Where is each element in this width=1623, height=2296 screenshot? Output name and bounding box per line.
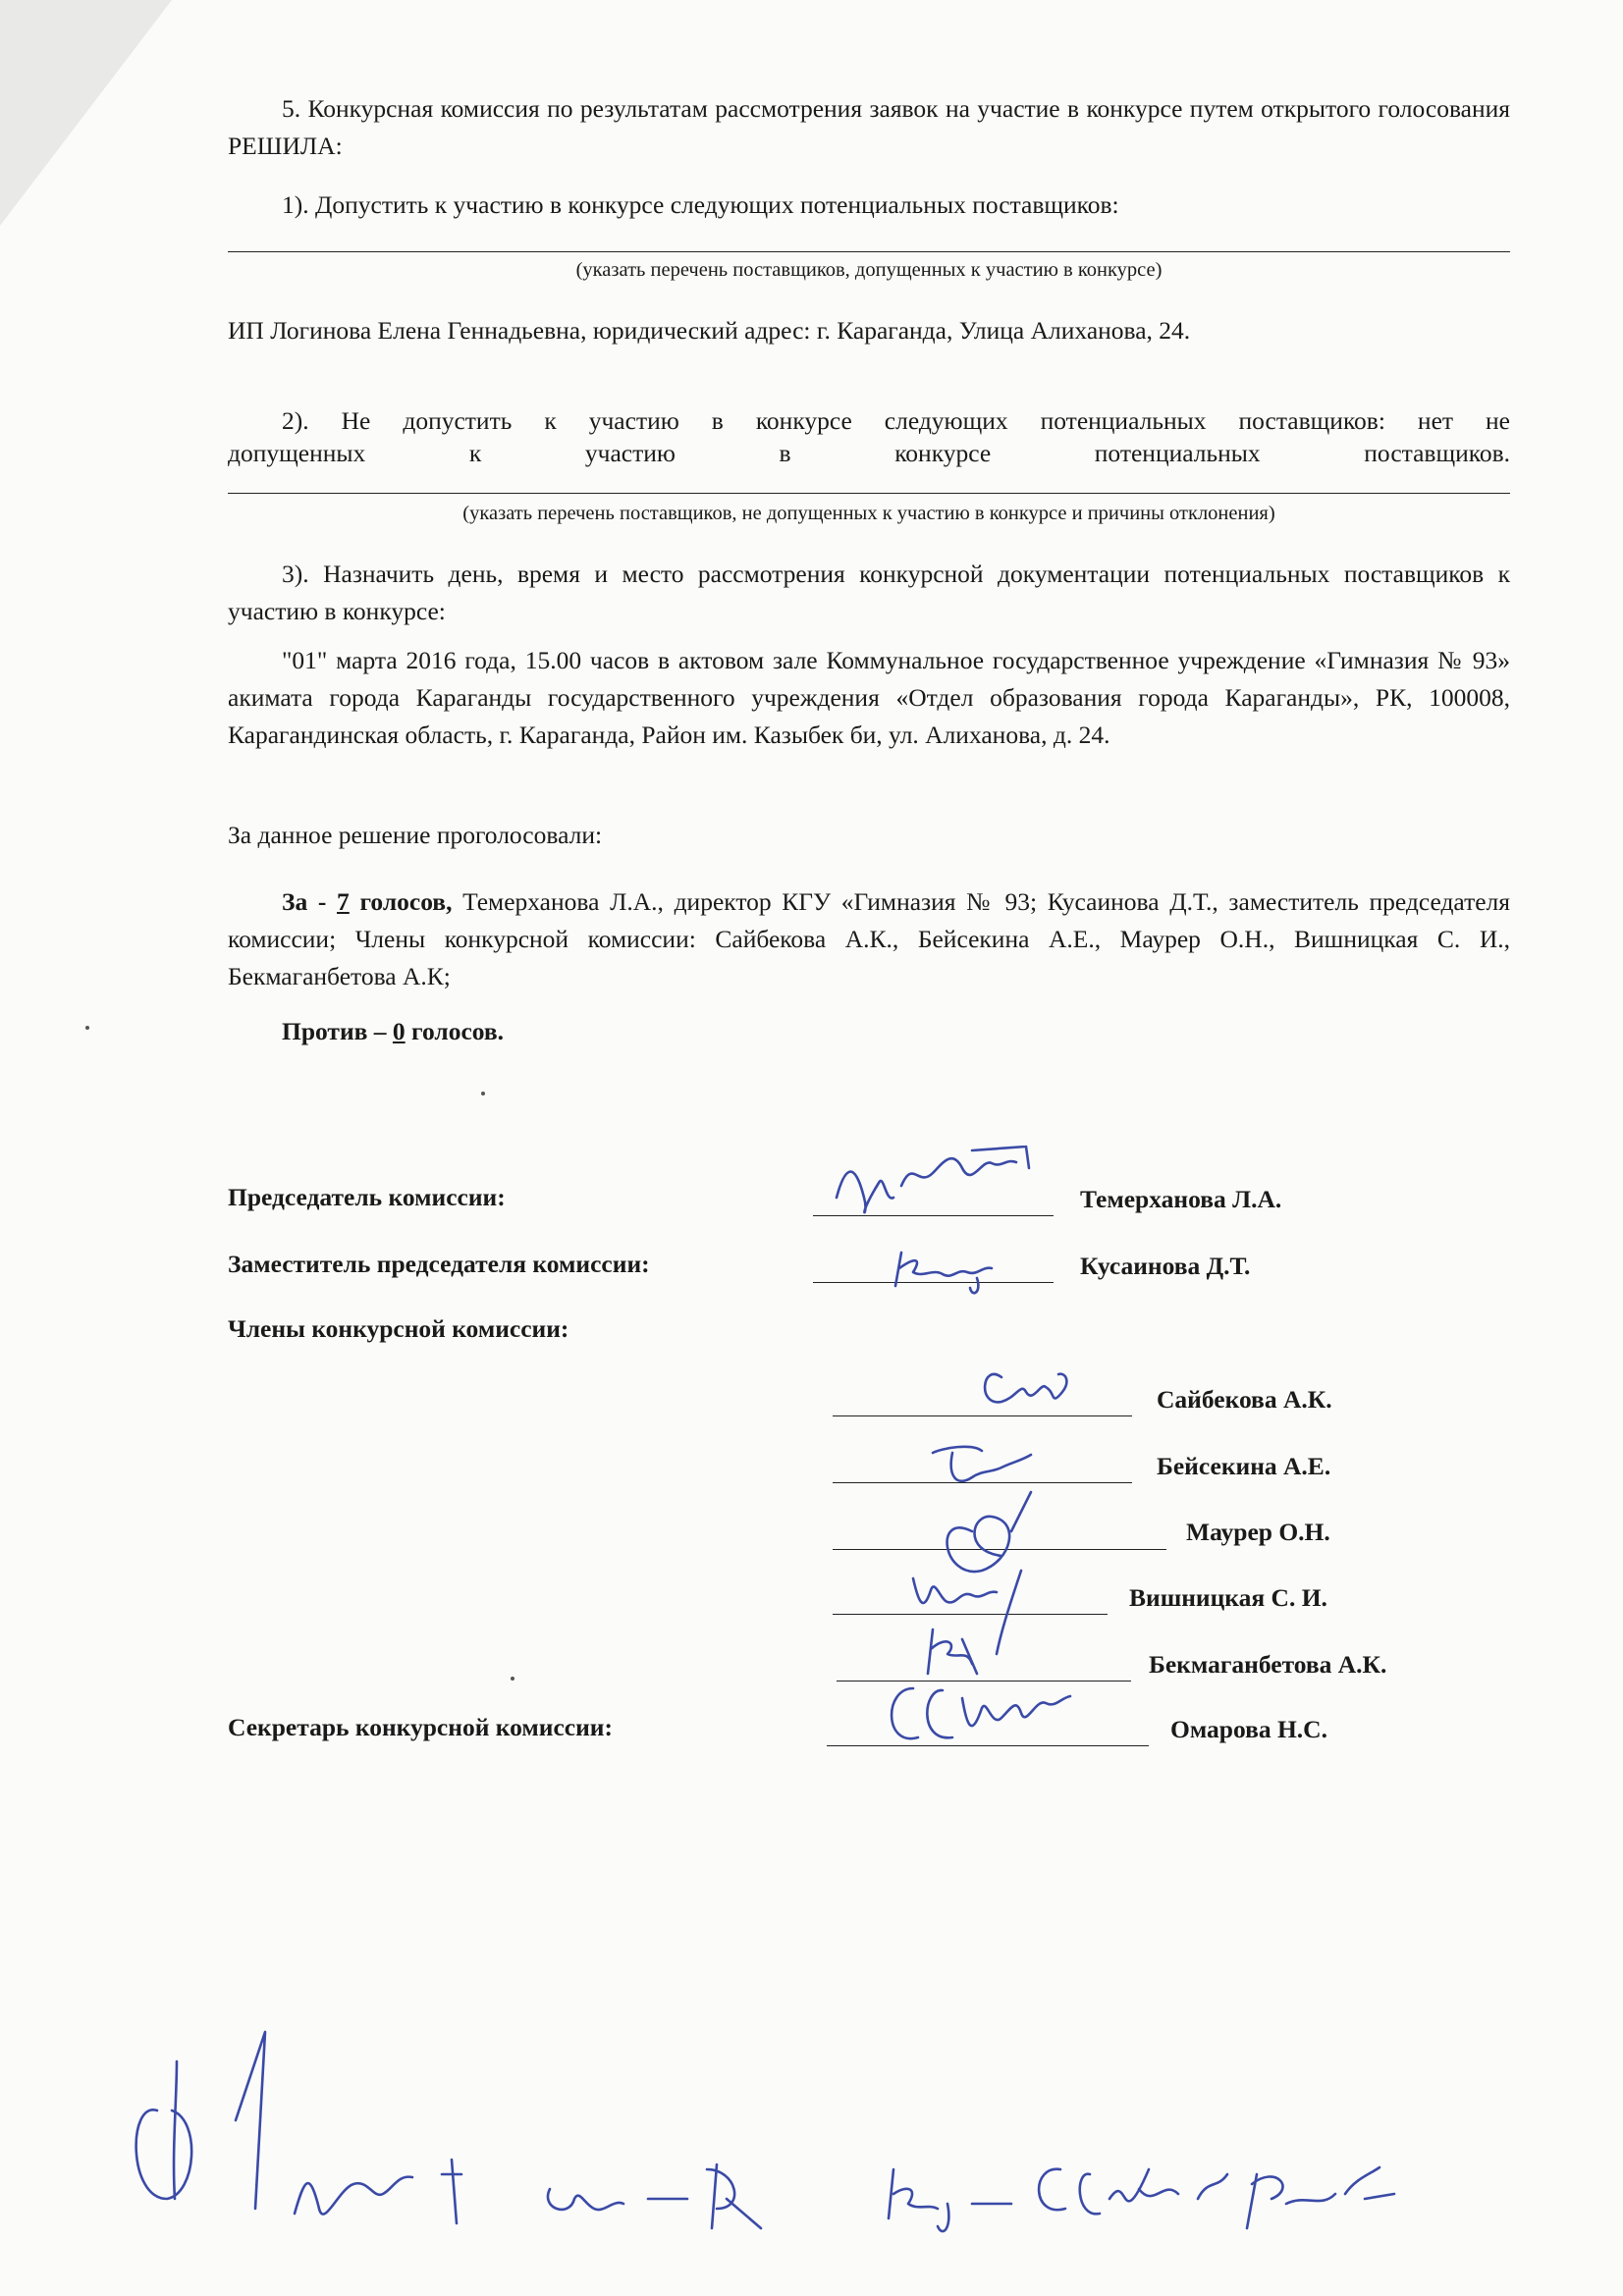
members-label: Члены конкурсной комиссии: <box>228 1314 569 1343</box>
item1-rule <box>228 251 1510 252</box>
vote-against <box>228 1013 1510 1050</box>
item3-text: 3). Назначить день, время и место рассмотрения конкурсной документации потенциальных поставщиков к участию в конкурсе: <box>228 560 1510 625</box>
member-name: Вишницкая С. И. <box>1129 1583 1327 1612</box>
deputy-name: Кусаинова Д.Т. <box>1080 1252 1251 1280</box>
item2-rule <box>228 493 1510 494</box>
vote-for-count: 7 <box>337 887 350 916</box>
folded-corner <box>0 0 172 226</box>
deputy-label: Заместитель председателя комиссии: <box>228 1250 650 1278</box>
scan-speck <box>85 1026 89 1030</box>
member-name: Бекмаганбетова А.К. <box>1149 1650 1387 1679</box>
chair-label: Председатель комиссии: <box>228 1183 506 1211</box>
admitted-supplier: ИП Логинова Елена Геннадьевна, юридический адрес: г. Караганда, Улица Алиханова, 24. <box>228 316 1191 345</box>
item1-text: 1). Допустить к участию в конкурсе следующих потенциальных поставщиков: <box>282 190 1119 219</box>
secretary-name: Омарова Н.С. <box>1170 1715 1327 1743</box>
vote-heading: За данное решение проголосовали: <box>228 821 603 849</box>
vote-for-suffix: голосов, <box>349 887 453 916</box>
scan-speck <box>511 1677 514 1681</box>
member-signature <box>972 1353 1090 1431</box>
secretary-signature <box>874 1669 1090 1757</box>
vote-for <box>228 883 1510 995</box>
item2-line1: 2). Не допустить к участию в конкурсе следующих потенциальных поставщиков: нет не <box>282 406 1510 435</box>
vote-against-count: 0 <box>392 1017 406 1045</box>
vote-for-prefix: За - <box>282 887 338 916</box>
vote-against-suffix: голосов. <box>405 1017 505 1045</box>
vote-against-prefix: Против – <box>282 1017 393 1045</box>
item2-caption: (указать перечень поставщиков, не допущенных к участию в конкурсе и причины отклонения) <box>462 503 1275 524</box>
chair-name: Темерханова Л.А. <box>1080 1185 1282 1213</box>
decision-intro: 5. Конкурсная комиссия по результатам рассмотрения заявок на участие в конкурсе путем открытого голосования РЕШИЛА: <box>228 94 1510 160</box>
member-name: Бейсекина А.Е. <box>1157 1452 1331 1480</box>
scan-speck <box>481 1092 485 1095</box>
initials-row <box>118 2002 1473 2248</box>
item1-caption: (указать перечень поставщиков, допущенных к участию в конкурсе) <box>575 259 1163 281</box>
member-name: Сайбекова А.К. <box>1157 1385 1332 1414</box>
item3-details: "01" марта 2016 года, 15.00 часов в актовом зале Коммунальное государственное учреждение «Гимназия № 93» акимата города Караганды государственного учреждения «Отдел образования города Караганды», РК, 100008, Карагандинская область, г. Караганда, Район им. Казыбек би, ул. Алиханова, д. 24. <box>228 646 1510 749</box>
chair-signature <box>825 1129 1080 1237</box>
member-name: Маурер О.Н. <box>1186 1518 1330 1546</box>
secretary-label: Секретарь конкурсной комиссии: <box>228 1713 613 1741</box>
item2-line2: допущенных к участию в конкурсе потенциальных поставщиков. <box>228 439 1510 467</box>
vote-for-names: Темерханова Л.А., директор КГУ «Гимназия № 93; Кусаинова Д.Т., заместитель председателя комиссии; Члены конкурсной комиссии: Сайбекова А.К., Бейсекина А.Е., Маурер О.Н., Вишницкая С. И., Бекмаганбетова А.К; <box>228 887 1511 990</box>
deputy-signature <box>884 1239 1041 1298</box>
